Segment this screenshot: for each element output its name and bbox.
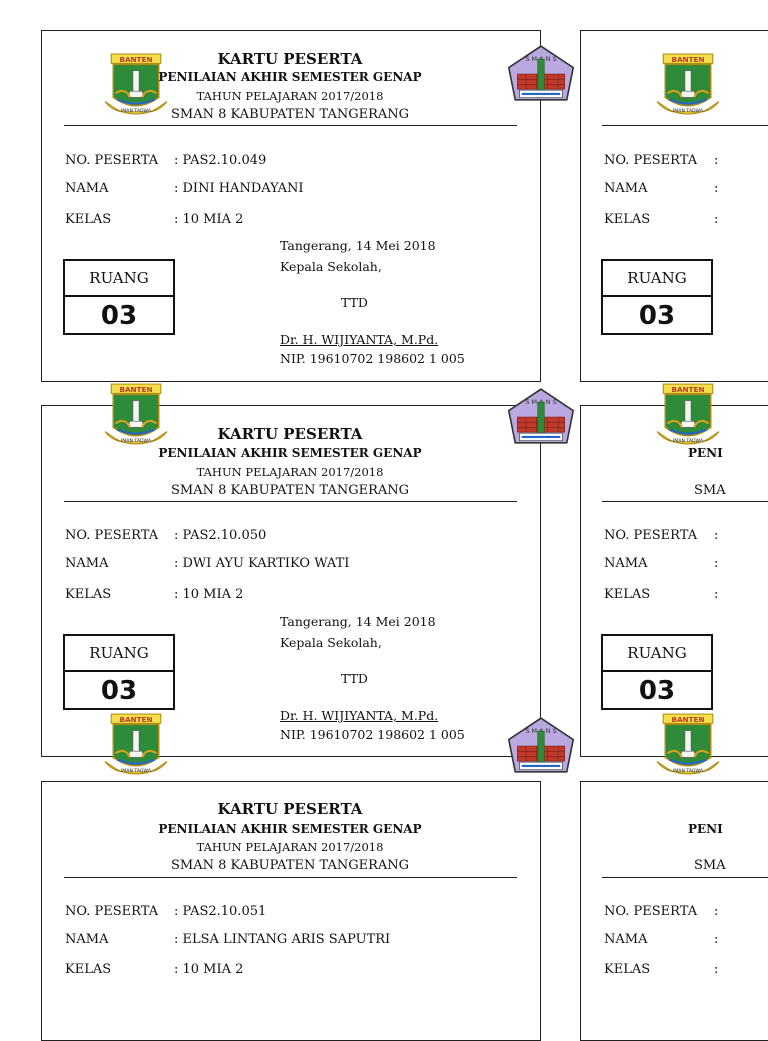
- ruang-box: [601, 634, 713, 710]
- signer-nip: NIP. 19610702 198602 1 005: [280, 351, 465, 366]
- no-peserta-label: NO. PESERTA: [604, 528, 698, 543]
- kelas-label: KELAS: [604, 962, 651, 977]
- card-title: KARTU PESERTA: [217, 425, 363, 443]
- kelas-label: KELAS: [65, 962, 112, 977]
- signer-nip: NIP. 19610702 198602 1 005: [280, 727, 465, 742]
- colon: :: [714, 556, 719, 571]
- colon: :: [714, 181, 719, 196]
- school-name: SMAN 8 KABUPATEN TANGERANG: [170, 107, 410, 122]
- nama-label: NAMA: [604, 556, 648, 571]
- place-date: Tangerang, 14 Mei 2018: [280, 614, 436, 629]
- nama-value: : DWI AYU KARTIKO WATI: [174, 556, 350, 571]
- school-name-partial: SMA: [694, 483, 726, 498]
- colon: :: [714, 587, 719, 602]
- header-divider: [64, 501, 517, 502]
- exam-name-partial: PENI: [688, 446, 723, 460]
- card-title: KARTU PESERTA: [217, 50, 363, 68]
- no-peserta-value: : PAS2.10.050: [174, 528, 267, 543]
- position: Kepala Sekolah,: [280, 259, 382, 274]
- ruang-label: RUANG: [603, 636, 711, 672]
- school-name: SMAN 8 KABUPATEN TANGERANG: [170, 858, 410, 873]
- ttd-mark: TTD: [341, 671, 368, 686]
- exam-name: PENILAIAN AKHIR SEMESTER GENAP: [158, 446, 422, 460]
- school-year: TAHUN PELAJARAN 2017/2018: [196, 840, 384, 854]
- kelas-value: : 10 MIA 2: [174, 212, 244, 227]
- ruang-label: RUANG: [65, 636, 173, 672]
- no-peserta-value: : PAS2.10.051: [174, 904, 267, 919]
- ruang-number: 03: [100, 676, 138, 706]
- ruang-label: RUANG: [65, 261, 173, 297]
- no-peserta-value: : PAS2.10.049: [174, 153, 267, 168]
- no-peserta-label: NO. PESERTA: [65, 153, 159, 168]
- no-peserta-label: NO. PESERTA: [65, 528, 159, 543]
- colon: :: [714, 904, 719, 919]
- school-year: TAHUN PELAJARAN 2017/2018: [196, 89, 384, 103]
- banten-logo-icon: [656, 712, 720, 776]
- kelas-value: : 10 MIA 2: [174, 587, 244, 602]
- kelas-label: KELAS: [65, 212, 112, 227]
- ruang-label: RUANG: [603, 261, 711, 297]
- exam-name: PENILAIAN AKHIR SEMESTER GENAP: [158, 70, 422, 84]
- banten-logo-icon: [104, 712, 168, 776]
- ruang-number: 03: [638, 301, 676, 331]
- exam-name: PENILAIAN AKHIR SEMESTER GENAP: [158, 822, 422, 836]
- smans-logo-icon: [506, 716, 576, 774]
- kelas-label: KELAS: [604, 587, 651, 602]
- ruang-number: 03: [638, 676, 676, 706]
- nama-label: NAMA: [65, 181, 109, 196]
- header-divider: [64, 125, 517, 126]
- colon: :: [714, 962, 719, 977]
- banten-logo-icon: [656, 52, 720, 116]
- kelas-label: KELAS: [65, 587, 112, 602]
- place-date: Tangerang, 14 Mei 2018: [280, 238, 436, 253]
- kelas-value: : 10 MIA 2: [174, 962, 244, 977]
- colon: :: [714, 153, 719, 168]
- header-divider: [64, 877, 517, 878]
- exam-name-partial: PENI: [688, 822, 723, 836]
- nama-value: : ELSA LINTANG ARIS SAPUTRI: [174, 932, 391, 947]
- nama-value: : DINI HANDAYANI: [174, 181, 304, 196]
- no-peserta-label: NO. PESERTA: [65, 904, 159, 919]
- no-peserta-label: NO. PESERTA: [604, 904, 698, 919]
- nama-label: NAMA: [65, 932, 109, 947]
- no-peserta-label: NO. PESERTA: [604, 153, 698, 168]
- header-divider: [602, 501, 768, 502]
- nama-label: NAMA: [65, 556, 109, 571]
- nama-label: NAMA: [604, 181, 648, 196]
- school-name-partial: SMA: [694, 858, 726, 873]
- colon: :: [714, 528, 719, 543]
- ruang-box: [63, 259, 175, 335]
- position: Kepala Sekolah,: [280, 635, 382, 650]
- school-year: TAHUN PELAJARAN 2017/2018: [196, 465, 384, 479]
- colon: :: [714, 932, 719, 947]
- header-divider: [602, 877, 768, 878]
- school-name: SMAN 8 KABUPATEN TANGERANG: [170, 483, 410, 498]
- ruang-box: [601, 259, 713, 335]
- signer-name: Dr. H. WIJIYANTA, M.Pd.: [280, 708, 439, 723]
- nama-label: NAMA: [604, 932, 648, 947]
- banten-logo-icon: [656, 382, 720, 446]
- kelas-label: KELAS: [604, 212, 651, 227]
- ruang-box: [63, 634, 175, 710]
- signer-name: Dr. H. WIJIYANTA, M.Pd.: [280, 332, 439, 347]
- header-divider: [602, 125, 768, 126]
- card-title: KARTU PESERTA: [217, 800, 363, 818]
- colon: :: [714, 212, 719, 227]
- ttd-mark: TTD: [341, 295, 368, 310]
- ruang-number: 03: [100, 301, 138, 331]
